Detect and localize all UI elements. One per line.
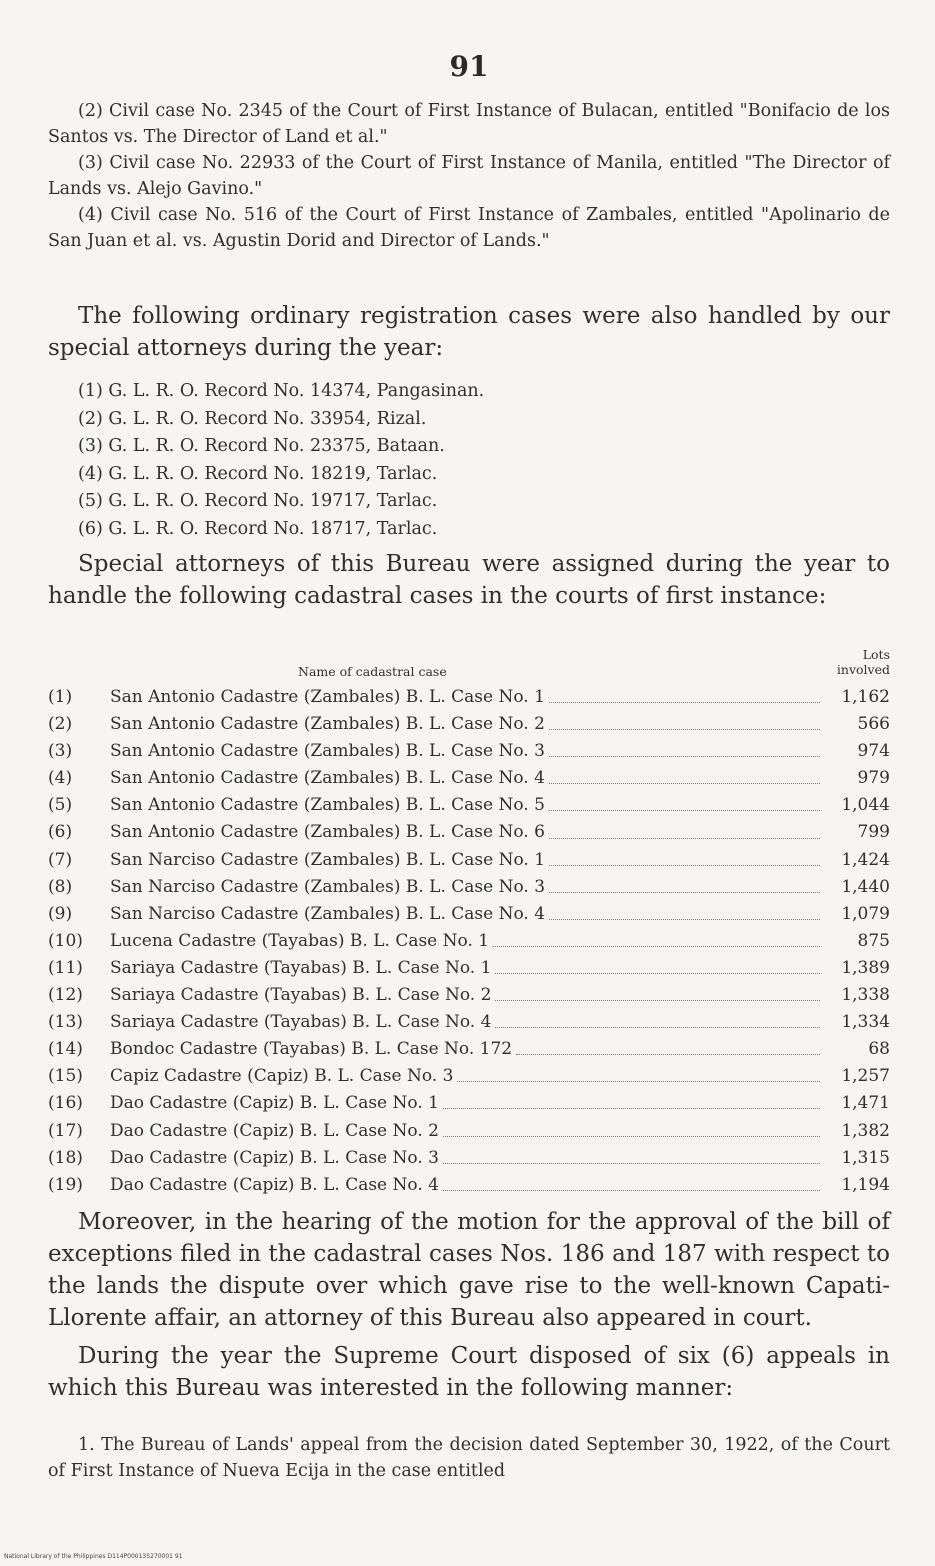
dot-leader: [443, 1108, 820, 1109]
closing-section: [48, 1206, 890, 1404]
civil-case-paragraph: (4) Civil case No. 516 of the Court of First Instance of Zambales, entitled "Apolinario de San Juan et al. vs. Agustin Dorid and Director of Lands.": [48, 205, 890, 251]
civil-cases-section: [48, 98, 890, 254]
cadastral-case-name: Sariaya Cadastre (Tayabas) B. L. Case No. 4: [110, 1012, 492, 1033]
lots-involved: 1,382: [841, 1120, 890, 1141]
table-row: [48, 711, 890, 738]
cadastral-case-name: Dao Cadastre (Capiz) B. L. Case No. 3: [110, 1147, 439, 1168]
row-number: (10): [48, 930, 83, 951]
row-number: (9): [48, 903, 73, 924]
table-row: [48, 684, 890, 711]
row-number: (2): [48, 714, 73, 735]
lots-involved: 1,079: [841, 903, 890, 924]
cadastral-case-name: Sariaya Cadastre (Tayabas) B. L. Case No. 1: [110, 957, 492, 978]
column-header-name: Name of cadastral case: [298, 664, 447, 679]
row-number: (14): [48, 1039, 83, 1060]
dot-leader: [549, 702, 820, 703]
lots-involved: 68: [868, 1039, 890, 1060]
table-row: [48, 1063, 890, 1090]
lots-involved: 1,424: [841, 849, 890, 870]
dot-leader: [549, 892, 820, 893]
table-row: [48, 928, 890, 955]
cadastral-case-name: San Narciso Cadastre (Zambales) B. L. Case No. 4: [110, 903, 546, 924]
registration-intro: The following ordinary registration cases were also handled by our special attorneys during the year:: [48, 303, 890, 361]
moreover-paragraph: Moreover, in the hearing of the motion for the approval of the bill of exceptions filed in the cadastral cases Nos. 186 and 187 with respect to the lands the dispute over which gave rise to the well-known Capati-Llorente affair, an attorney of this Bureau also appeared in court.: [48, 1209, 890, 1331]
cadastral-case-name: Dao Cadastre (Capiz) B. L. Case No. 1: [110, 1093, 439, 1114]
lots-involved: 1,162: [841, 687, 890, 707]
registration-case-item: (1) G. L. R. O. Record No. 14374, Pangasinan.: [78, 381, 485, 401]
dot-leader: [549, 756, 820, 757]
supreme-court-paragraph: During the year the Supreme Court disposed of six (6) appeals in which this Bureau was interested in the following manner:: [48, 1343, 890, 1401]
lots-involved: 1,440: [841, 876, 890, 897]
dot-leader: [549, 838, 820, 839]
registration-case-item: (6) G. L. R. O. Record No. 18717, Tarlac.: [78, 518, 438, 539]
registration-case-item: (4) G. L. R. O. Record No. 18219, Tarlac.: [78, 463, 438, 484]
dot-leader: [549, 810, 820, 811]
row-number: (6): [48, 822, 73, 843]
registration-case-item: (2) G. L. R. O. Record No. 33954, Rizal.: [78, 408, 427, 429]
table-row: [48, 792, 890, 819]
dot-leader: [549, 865, 820, 866]
row-number: (15): [48, 1066, 83, 1087]
dot-leader: [495, 1027, 820, 1028]
table-row: [48, 1090, 890, 1117]
cadastral-case-name: Dao Cadastre (Capiz) B. L. Case No. 4: [110, 1174, 439, 1195]
row-number: (3): [48, 741, 73, 762]
cadastral-case-name: San Narciso Cadastre (Zambales) B. L. Case No. 1: [110, 849, 546, 870]
table-row: [48, 819, 890, 846]
table-row: [48, 1118, 890, 1145]
table-row: [48, 1172, 890, 1199]
lots-involved: 799: [857, 822, 890, 843]
table-row: [48, 901, 890, 928]
cadastral-case-name: Dao Cadastre (Capiz) B. L. Case No. 2: [110, 1120, 439, 1141]
table-row: [48, 1036, 890, 1063]
row-number: (11): [48, 957, 83, 978]
cadastral-case-name: San Antonio Cadastre (Zambales) B. L. Case No. 1: [110, 687, 545, 707]
cadastral-case-name: San Antonio Cadastre (Zambales) B. L. Case No. 3: [110, 741, 545, 762]
page-number: 91: [449, 50, 489, 83]
column-header-lots: [837, 647, 890, 677]
lots-involved: 1,257: [841, 1066, 890, 1087]
dot-leader: [443, 1190, 820, 1191]
appeal-item: 1. The Bureau of Lands' appeal from the decision dated September 30, 1922, of the Court of First Instance of Nueva Ecija in the case entitled: [48, 1435, 890, 1481]
cadastral-cases-table: [48, 684, 890, 1199]
table-row: [48, 874, 890, 901]
dot-leader: [457, 1081, 820, 1082]
cadastral-case-name: Capiz Cadastre (Capiz) B. L. Case No. 3: [110, 1066, 454, 1087]
row-number: (7): [48, 849, 73, 870]
table-row: [48, 765, 890, 792]
lots-involved: 1,044: [841, 795, 890, 816]
cadastral-case-name: San Antonio Cadastre (Zambales) B. L. Case No. 2: [110, 714, 545, 735]
table-row: [48, 738, 890, 765]
dot-leader: [516, 1054, 820, 1055]
table-row: [48, 955, 890, 982]
table-row: [48, 1145, 890, 1172]
cadastral-case-name: Bondoc Cadastre (Tayabas) B. L. Case No. 172: [110, 1039, 513, 1060]
column-header-lots-line1: Lots: [862, 647, 890, 662]
cadastral-case-name: San Narciso Cadastre (Zambales) B. L. Case No. 3: [110, 876, 546, 897]
row-number: (13): [48, 1012, 83, 1033]
row-number: (16): [48, 1093, 83, 1114]
registration-case-item: (5) G. L. R. O. Record No. 19717, Tarlac.: [78, 491, 438, 511]
row-number: (1): [48, 687, 73, 707]
row-number: (12): [48, 985, 83, 1006]
dot-leader: [493, 946, 820, 947]
civil-case-paragraph: (3) Civil case No. 22933 of the Court of First Instance of Manila, entitled "The Director of Lands vs. Alejo Gavino.": [48, 153, 890, 199]
lots-involved: 1,334: [841, 1012, 890, 1033]
cadastral-intro: Special attorneys of this Bureau were assigned during the year to handle the following cadastral cases in the courts of first instance:: [48, 551, 890, 609]
table-row: [48, 847, 890, 874]
row-number: (17): [48, 1120, 83, 1141]
row-number: (18): [48, 1147, 83, 1168]
table-row: [48, 1009, 890, 1036]
table-row: [48, 982, 890, 1009]
cadastral-case-name: Sariaya Cadastre (Tayabas) B. L. Case No. 2: [110, 985, 492, 1006]
lots-involved: 566: [857, 714, 890, 735]
cadastral-table-header: [48, 645, 890, 689]
library-footer: National Library of the Philippines D114P000135270001 91: [4, 1553, 183, 1560]
lots-involved: 875: [857, 930, 890, 951]
row-number: (19): [48, 1174, 83, 1195]
dot-leader: [495, 973, 820, 974]
cadastral-case-name: San Antonio Cadastre (Zambales) B. L. Case No. 6: [110, 822, 545, 843]
row-number: (4): [48, 768, 73, 789]
registration-case-item: (3) G. L. R. O. Record No. 23375, Bataan.: [78, 436, 445, 456]
dot-leader: [549, 919, 820, 920]
dot-leader: [443, 1163, 820, 1164]
dot-leader: [443, 1136, 820, 1137]
dot-leader: [549, 729, 820, 730]
column-header-lots-line2: involved: [836, 662, 890, 677]
lots-involved: 1,315: [841, 1147, 890, 1168]
dot-leader: [549, 783, 820, 784]
dot-leader: [495, 1000, 820, 1001]
civil-case-paragraph: (2) Civil case No. 2345 of the Court of First Instance of Bulacan, entitled "Bonifacio de los Santos vs. The Director of Land et al.": [48, 101, 890, 147]
row-number: (5): [48, 795, 73, 816]
lots-involved: 1,194: [841, 1174, 890, 1195]
cadastral-case-name: San Antonio Cadastre (Zambales) B. L. Case No. 4: [110, 768, 545, 789]
lots-involved: 1,471: [841, 1093, 890, 1114]
registration-case-list: [78, 378, 484, 543]
lots-involved: 979: [857, 768, 890, 789]
row-number: (8): [48, 876, 73, 897]
cadastral-case-name: San Antonio Cadastre (Zambales) B. L. Case No. 5: [110, 795, 545, 816]
lots-involved: 974: [857, 741, 890, 762]
lots-involved: 1,389: [841, 957, 890, 978]
cadastral-case-name: Lucena Cadastre (Tayabas) B. L. Case No. 1: [110, 930, 490, 951]
lots-involved: 1,338: [841, 985, 890, 1006]
